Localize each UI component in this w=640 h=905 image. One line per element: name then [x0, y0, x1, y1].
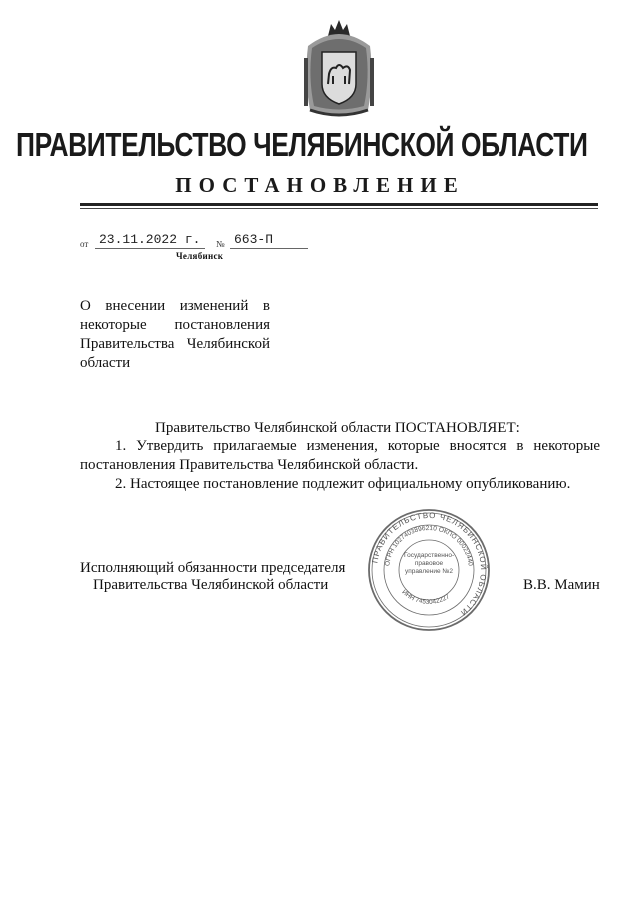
stamp-outer-text: ПРАВИТЕЛЬСТВО ЧЕЛЯБИНСКОЙ ОБЛАСТИ	[370, 510, 489, 618]
document-number: 663-П	[234, 232, 274, 247]
resolution-item-2: 2. Настоящее постановление подлежит официальному опубликованию.	[115, 476, 571, 492]
coat-of-arms-emblem	[298, 18, 380, 120]
issue-city: Челябинск	[176, 251, 224, 261]
signatory-name: В.В. Мамин	[523, 577, 600, 593]
number-prefix: №	[216, 239, 225, 249]
document-type-heading: ПОСТАНОВЛЕНИЕ	[175, 173, 465, 197]
signatory-position-line2: Правительства Челябинской области	[93, 577, 329, 593]
document-subject: О внесении изменений в некоторые постановления Правительства Челябинской области	[80, 298, 270, 371]
stamp-center-text: Государственно-правовое управление №2	[404, 552, 454, 575]
date-prefix: от	[80, 239, 89, 249]
stamp-ogrn-text: ОГРН 1027403896210 ОКПО 00022440	[384, 524, 474, 567]
header-rule-thin	[80, 208, 598, 209]
organization-title: ПРАВИТЕЛЬСТВО ЧЕЛЯБИНСКОЙ ОБЛАСТИ	[16, 126, 588, 163]
number-underline	[230, 248, 308, 249]
resolution-intro: Правительство Челябинской области ПОСТАНОВЛЯЕТ:	[155, 420, 520, 436]
stamp-inn-text: ИНН 7453042227	[400, 588, 451, 606]
header-rule-thick	[80, 203, 598, 206]
date-underline	[95, 248, 205, 249]
official-stamp	[367, 508, 491, 632]
resolution-item-1: 1. Утвердить прилагаемые изменения, которые вносятся в некоторые постановления Правительства Челябинской области.	[80, 438, 600, 473]
document-date: 23.11.2022 г.	[99, 232, 201, 247]
signatory-position-line1: Исполняющий обязанности председателя	[80, 560, 346, 576]
